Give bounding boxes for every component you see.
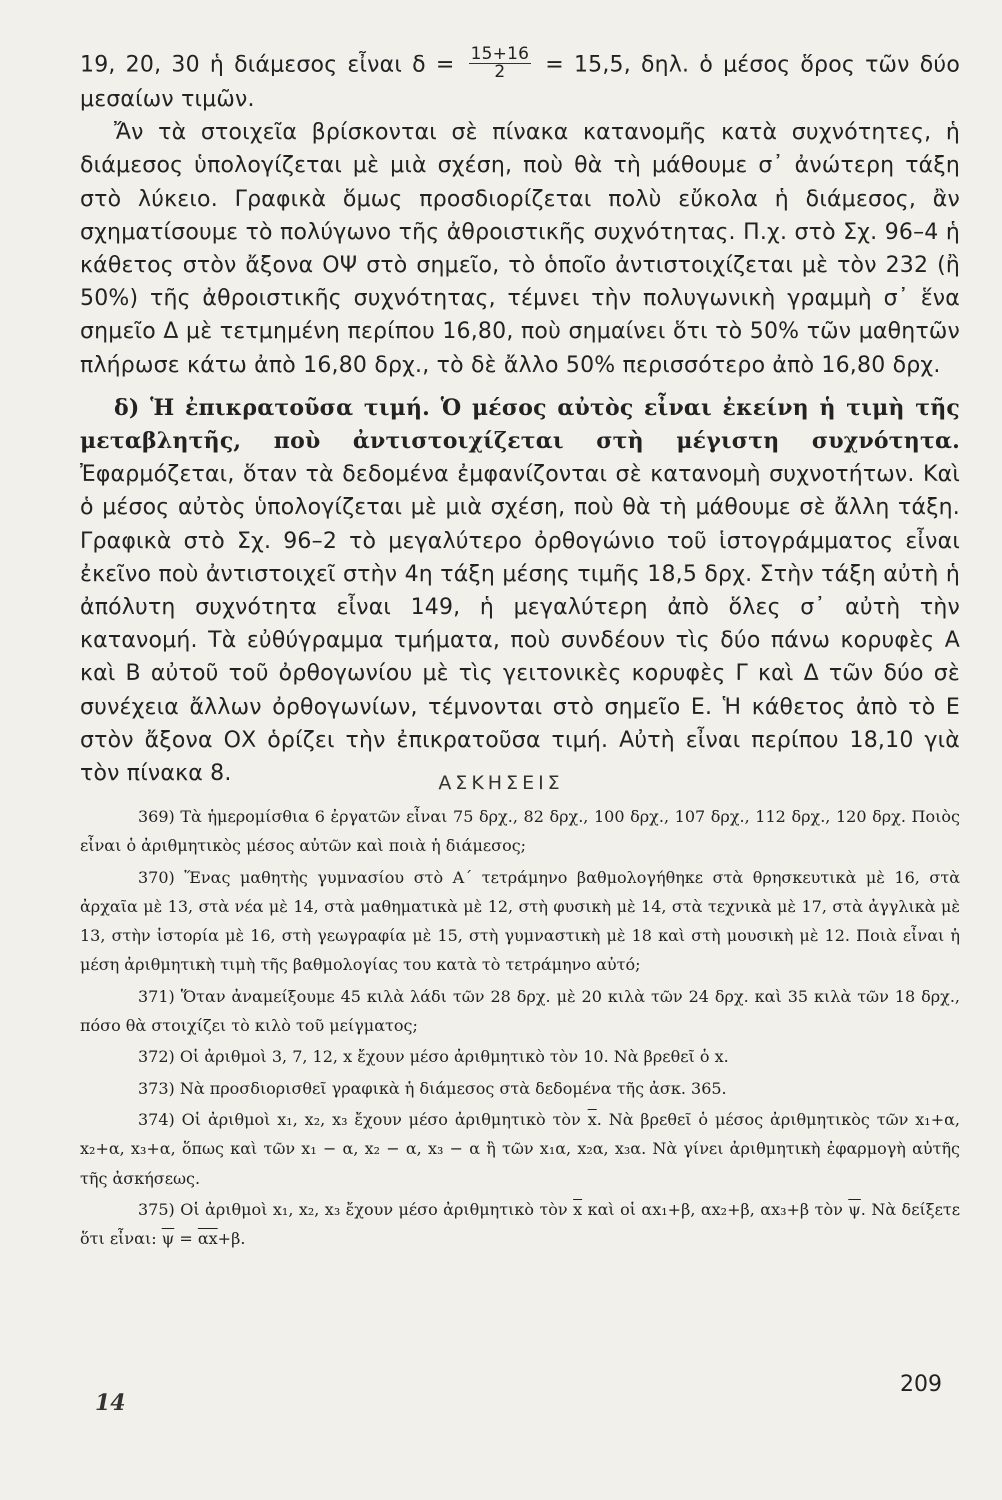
mode-definition: δ) Ἡ ἐπικρατοῦσα τιμή. Ὁ μέσος αὐτὸς εἶναι ἐκείνη ἡ τιμὴ τῆς μεταβλητῆς, ποὺ ἀντιστοιχίζεται στὴ μέγιστη συχνότητα.: [80, 394, 960, 455]
paragraph-median-example: [80, 44, 961, 116]
exercise-370: 370) Ἕνας μαθητὴς γυμνασίου στὸ Α΄ τετράμηνο βαθμολογήθηκε στὰ θρησκευτικὰ μὲ 16, στὰ ἀρχαῖα μὲ 13, στὰ νέα μὲ 14, στὰ μαθηματικὰ μὲ 12, στὴ φυσικὴ μὲ 14, στὰ τεχνικὰ μὲ 17, στὰ ἀγγλικὰ μὲ 13, στὴν ἱστορία μὲ 16, στὴ γεωγραφία μὲ 15, στὴ γυμναστικὴ μὲ 18 καὶ στὴ μουσικὴ μὲ 12. Ποιὰ εἶναι ἡ μέση ἀριθμητικὴ τιμὴ τῆς βαθμολογίας του κατὰ τὸ τετράμηνο αὐτό;: [80, 867, 960, 975]
page-number: 209: [900, 1372, 942, 1397]
exercise-374: 374) Οἱ ἀριθμοὶ x₁, x₂, x₃ ἔχουν μέσο ἀριθμητικὸ τὸν $\overline{x}$. Νὰ βρεθεῖ ὁ μέσος ἀριθμητικὸς τῶν x₁+α, x₂+α, x₃+α, ὅπως καὶ τῶν x₁ − α, x₂ − α, x₃ − α ἢ τῶν x₁α, x₂α, x₃α. Νὰ γίνει ἀριθμητικὴ ἐφαρμογὴ αὐτῆς τῆς ἀσκήσεως.: [80, 1109, 961, 1188]
fraction-denominator: 2: [494, 62, 506, 82]
body-text: [80, 44, 961, 790]
median-fraction: [469, 46, 532, 81]
exercise-375: 375) Οἱ ἀριθμοὶ x₁, x₂, x₃ ἔχουν μέσο ἀριθμητικὸ τὸν $\overline{x}$ καὶ οἱ αx₁+β, αx₂+β, αx₃+β τὸν $\overline{\psi}$. Νὰ δείξετε ὅτι εἶναι: $\overline{\psi} = \overline{\alpha x}+\beta$.: [80, 1199, 960, 1249]
x-bar: $\overline{x}$: [573, 1199, 583, 1219]
x-bar: $\overline{x}$: [587, 1109, 597, 1129]
exercise-372: 372) Οἱ ἀριθμοὶ 3, 7, 12, x ἔχουν μέσο ἀριθμητικὸ τὸν 10. Νὰ βρεθεῖ ὁ x.: [138, 1047, 729, 1067]
psi-bar: $\overline{\psi}$: [848, 1199, 861, 1219]
exercises-list: [80, 802, 960, 1253]
exercises-heading: ΑΣΚΗΣΕΙΣ: [438, 772, 564, 794]
paragraph-mode: [80, 392, 960, 790]
ax-bar: $\overline{\alpha x}$: [197, 1229, 218, 1249]
median-result-text: = 15,5, δηλ. ὁ μέσος ὅρος τῶν δύο μεσαίων τιμῶν.: [80, 52, 961, 112]
psi-bar: $\overline{\psi}$: [161, 1229, 175, 1249]
fraction-numerator: 15+16: [470, 44, 530, 64]
exercise-369: 369) Τὰ ἡμερομίσθια 6 ἐργατῶν εἶναι 75 δρχ., 82 δρχ., 100 δρχ., 107 δρχ., 112 δρχ., 120 δρχ. Ποιὸς εἶναι ὁ ἀριθμητικὸς μέσος αὐτῶν καὶ ποιὰ ἡ διάμεσος;: [80, 807, 960, 856]
exercise-373: 373) Νὰ προσδιορισθεῖ γραφικὰ ἡ διάμεσος στὰ δεδομένα τῆς ἀσκ. 365.: [138, 1078, 727, 1098]
median-intro-text: 19, 20, 30 ἡ διάμεσος εἶναι δ =: [80, 52, 455, 78]
mode-explanation: Ἐφαρμόζεται, ὅταν τὰ δεδομένα ἐμφανίζονται σὲ κατανομὴ συχνοτήτων. Καὶ ὁ μέσος αὐτὸς ὑπολογίζεται μὲ μιὰ σχέση, ποὺ θὰ τὴ μάθουμε σὲ ἄλλη τάξη. Γραφικὰ στὸ Σχ. 96–2 τὸ μεγαλύτερο ὀρθογώνιο τοῦ ἱστογράμματος εἶναι ἐκεῖνο ποὺ ἀντιστοιχεῖ στὴν 4η τάξη μέσης τιμῆς 18,5 δρχ. Στὴν τάξη αὐτὴ ἡ ἀπόλυτη συχνότητα εἶναι 149, ἡ μεγαλύτερη ἀπὸ ὅλες σ᾽ αὐτὴ τὴν κατανομή. Τὰ εὐθύγραμμα τμήματα, ποὺ συνδέουν τὶς δύο πάνω κορυφὲς Α καὶ Β αὐτοῦ τοῦ ὀρθογωνίου μὲ τὶς γειτονικὲς κορυφὲς Γ καὶ Δ τῶν δύο σὲ συνέχεια ἄλλων ὀρθογωνίων, τέμνονται στὸ σημεῖο Ε. Ἡ κάθετος ἀπὸ τὸ Ε στὸν ἄξονα ΟΧ ὁρίζει τὴν ἐπικρατοῦσα τιμή. Αὐτὴ εἶναι περίπου 18,10 γιὰ τὸν πίνακα 8.: [80, 462, 960, 787]
exercise-371: 371) Ὅταν ἀναμείξουμε 45 κιλὰ λάδι τῶν 28 δρχ. μὲ 20 κιλὰ τῶν 24 δρχ. καὶ 35 κιλὰ τῶν 18 δρχ., πόσο θὰ στοιχίζει τὸ κιλὸ τοῦ μείγματος;: [80, 986, 960, 1036]
paragraph-median-graphical: Ἄν τὰ στοιχεῖα βρίσκονται σὲ πίνακα κατανομῆς κατὰ συχνότητες, ἡ διάμεσος ὑπολογίζεται μὲ μιὰ σχέση, ποὺ θὰ τὴ μάθουμε σ᾽ ἀνώτερη τάξη στὸ λύκειο. Γραφικὰ ὅμως προσδιορίζεται πολὺ εὔκολα ἡ διάμεσος, ἂν σχηματίσουμε τὸ πολύγωνο τῆς ἀθροιστικῆς συχνότητας. Π.χ. στὸ Σχ. 96–4 ἡ κάθετος στὸν ἄξονα ΟΨ στὸ σημεῖο, τὸ ὁποῖο ἀντιστοιχίζεται μὲ τὸν 232 (ἢ 50%) τῆς ἀθροιστικῆς συχνότητας, τέμνει τὴν πολυγωνικὴ γραμμὴ σ᾽ ἕνα σημεῖο Δ μὲ τετμημένη περίπου 16,80, ποὺ σημαίνει ὅτι τὸ 50% τῶν μαθητῶν πλήρωσε κάτω ἀπὸ 16,80 δρχ., τὸ δὲ ἄλλο 50% περισσότερο ἀπὸ 16,80 δρχ.: [80, 120, 960, 378]
signature-mark: 14: [95, 1390, 126, 1416]
